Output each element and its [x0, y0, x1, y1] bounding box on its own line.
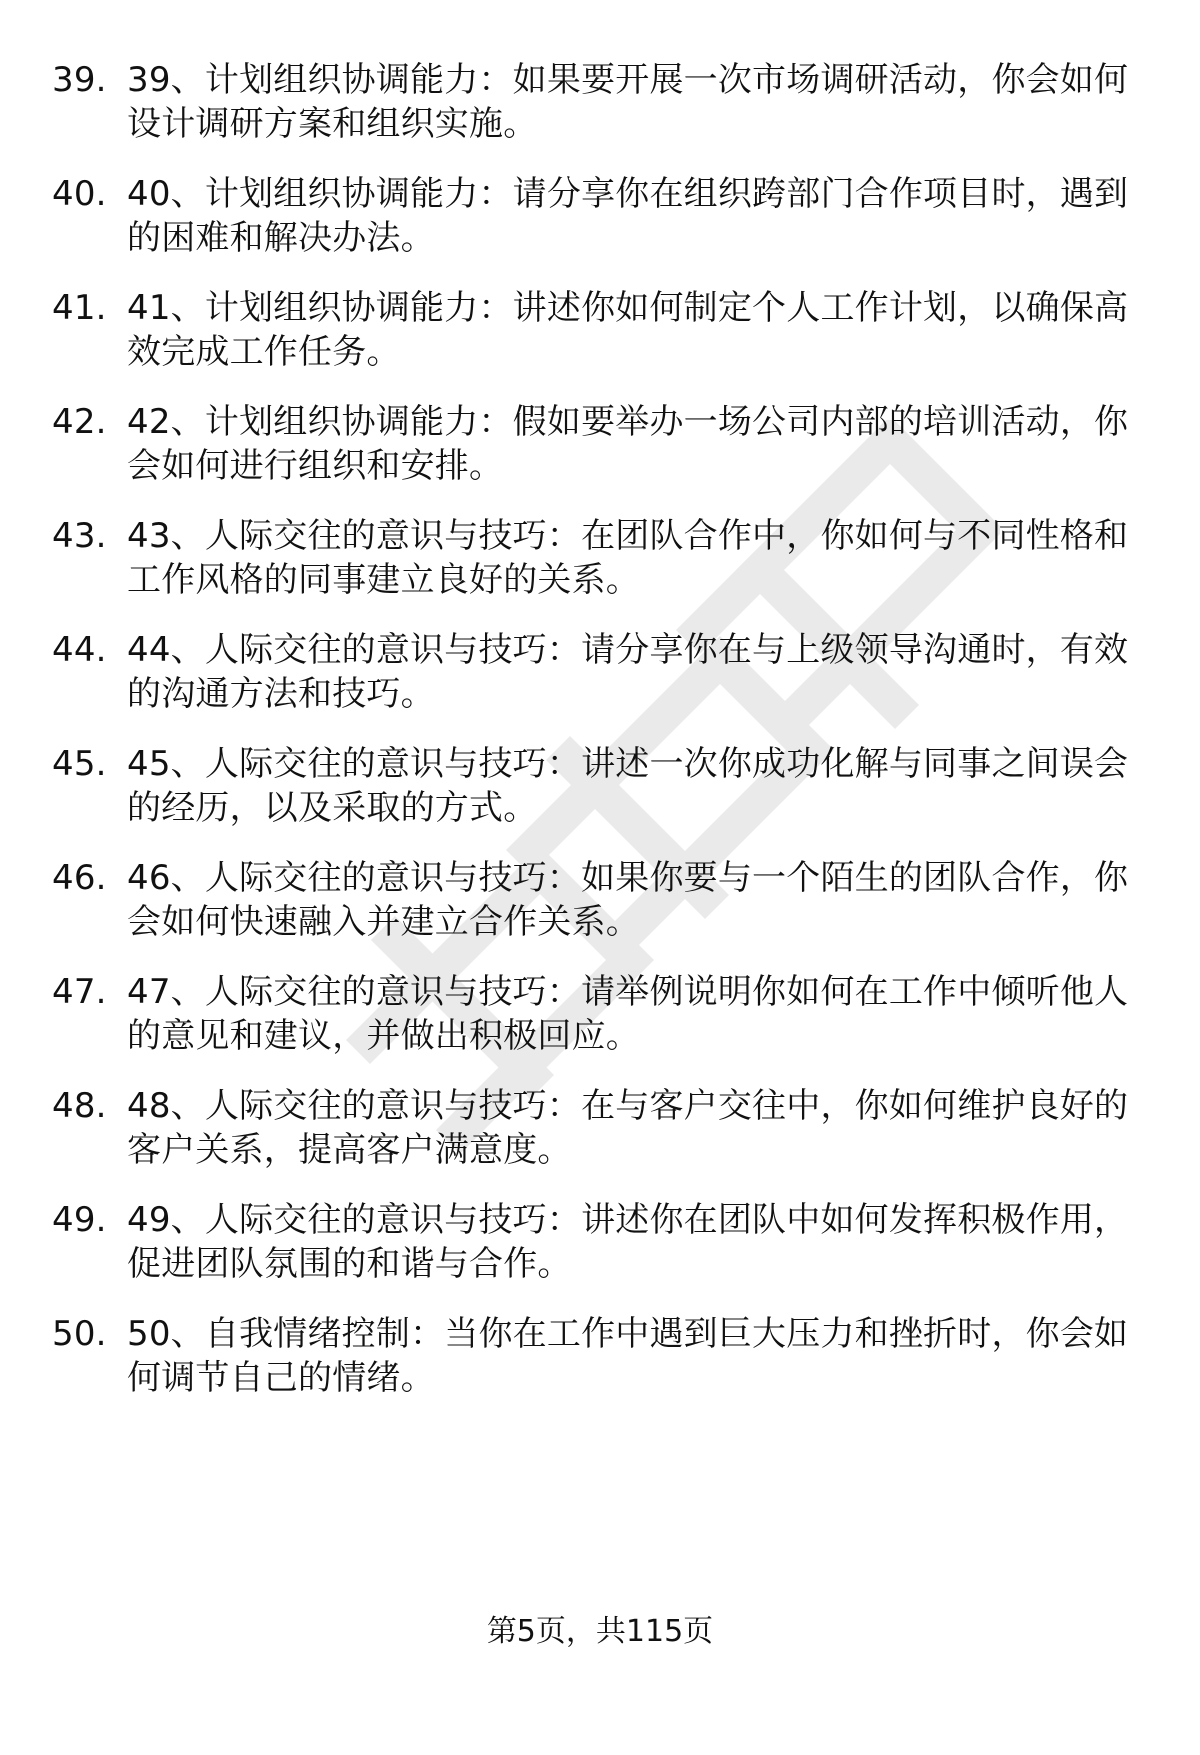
question-number: 50.: [52, 1314, 107, 1354]
question-text: 47、人际交往的意识与技巧：请举例说明你如何在工作中倾听他人的意见和建议，并做出积极回应。: [127, 972, 1129, 1056]
question-text: 41、计划组织协调能力：讲述你如何制定个人工作计划，以确保高效完成工作任务。: [127, 288, 1129, 372]
question-item: [52, 514, 1152, 602]
page-footer: [0, 1612, 1200, 1652]
question-item: [52, 1084, 1152, 1172]
question-text: 50、自我情绪控制：当你在工作中遇到巨大压力和挫折时，你会如何调节自己的情绪。: [127, 1314, 1129, 1398]
question-item: [52, 856, 1152, 944]
question-text: 48、人际交往的意识与技巧：在与客户交往中，你如何维护良好的客户关系，提高客户满意度。: [127, 1086, 1129, 1170]
question-item: [52, 286, 1152, 374]
question-number: 45.: [52, 744, 107, 784]
question-text: 40、计划组织协调能力：请分享你在组织跨部门合作项目时，遇到的困难和解决办法。: [127, 174, 1129, 258]
question-text: 45、人际交往的意识与技巧：讲述一次你成功化解与同事之间误会的经历，以及采取的方式。: [127, 744, 1129, 828]
question-text: 43、人际交往的意识与技巧：在团队合作中，你如何与不同性格和工作风格的同事建立良好的关系。: [127, 516, 1129, 600]
question-item: [52, 400, 1152, 488]
question-text: 44、人际交往的意识与技巧：请分享你在与上级领导沟通时，有效的沟通方法和技巧。: [127, 630, 1129, 714]
question-number: 44.: [52, 630, 107, 670]
question-number: 39.: [52, 60, 107, 100]
question-text: 49、人际交往的意识与技巧：讲述你在团队中如何发挥积极作用，促进团队氛围的和谐与合作。: [127, 1200, 1129, 1284]
question-item: [52, 1198, 1152, 1286]
question-list: [52, 58, 1152, 1426]
question-item: [52, 58, 1152, 146]
question-number: 48.: [52, 1086, 107, 1126]
page-number-label: 第5页，共115页: [486, 1614, 714, 1649]
question-number: 46.: [52, 858, 107, 898]
question-number: 42.: [52, 402, 107, 442]
question-text: 39、计划组织协调能力：如果要开展一次市场调研活动，你会如何设计调研方案和组织实施。: [127, 60, 1129, 144]
question-item: [52, 742, 1152, 830]
question-item: [52, 172, 1152, 260]
question-number: 40.: [52, 174, 107, 214]
question-item: [52, 970, 1152, 1058]
question-number: 49.: [52, 1200, 107, 1240]
question-number: 41.: [52, 288, 107, 328]
question-number: 47.: [52, 972, 107, 1012]
question-number: 43.: [52, 516, 107, 556]
question-text: 42、计划组织协调能力：假如要举办一场公司内部的培训活动，你会如何进行组织和安排。: [127, 402, 1129, 486]
question-item: [52, 1312, 1152, 1400]
question-item: [52, 628, 1152, 716]
question-text: 46、人际交往的意识与技巧：如果你要与一个陌生的团队合作，你会如何快速融入并建立合作关系。: [127, 858, 1129, 942]
